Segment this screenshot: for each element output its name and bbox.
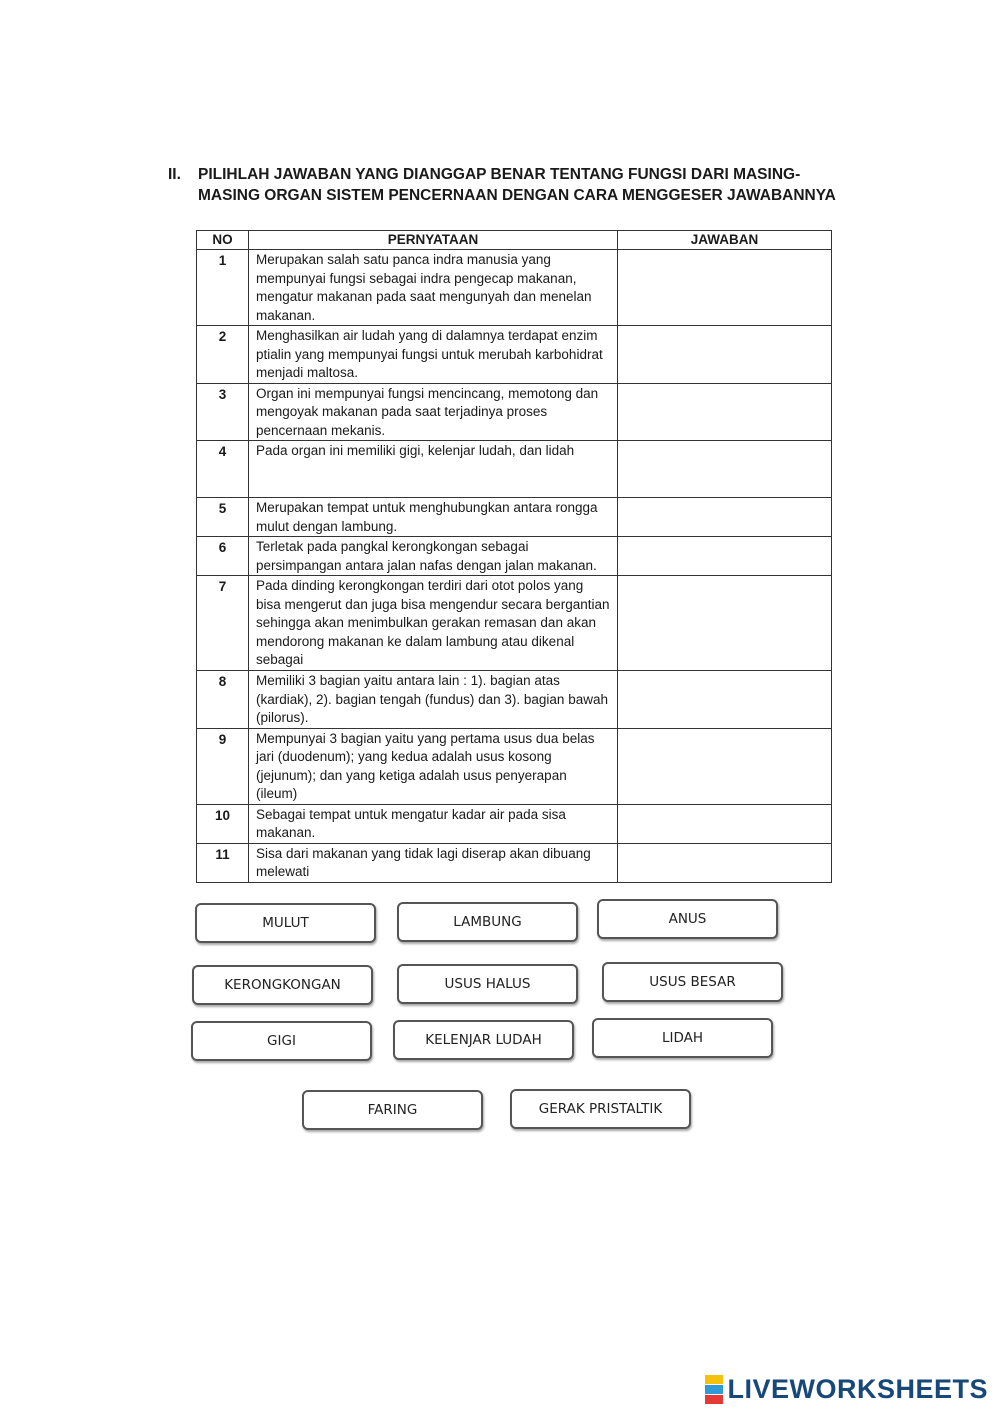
answer-chip-gigi[interactable]: GIGI (191, 1021, 372, 1061)
header-answer: JAWABAN (618, 231, 832, 250)
table-row (197, 441, 832, 498)
answer-chip-mulut[interactable]: MULUT (195, 903, 376, 943)
answer-drop-zone[interactable] (618, 843, 832, 882)
answer-drop-zone[interactable] (618, 250, 832, 326)
brand-mark-yellow (705, 1375, 723, 1384)
row-number: 11 (197, 843, 249, 882)
question-table (196, 230, 832, 883)
row-number: 2 (197, 326, 249, 384)
brand-mark-red (705, 1395, 723, 1404)
answer-chip-kerongkongan[interactable]: KERONGKONGAN (192, 965, 373, 1005)
table-row (197, 383, 832, 441)
header-no: NO (197, 231, 249, 250)
row-number: 6 (197, 537, 249, 576)
section-title: PILIHLAH JAWABAN YANG DIANGGAP BENAR TENTANG FUNGSI DARI MASING-MASING ORGAN SISTEM PENCERNAAN DENGAN CARA MENGGESER JAWABANNYA (198, 166, 836, 204)
answer-drop-zone[interactable] (618, 576, 832, 671)
row-statement: Menghasilkan air ludah yang di dalamnya terdapat enzim ptialin yang mempunyai fungsi untuk merubah karbohidrat menjadi maltosa. (249, 326, 618, 384)
row-number: 3 (197, 383, 249, 441)
answer-chip-anus[interactable]: ANUS (597, 899, 778, 939)
answer-chip-faring[interactable]: FARING (302, 1090, 483, 1130)
table-header-row (197, 231, 832, 250)
table-row (197, 326, 832, 384)
answer-drop-zone[interactable] (618, 728, 832, 804)
table-row (197, 843, 832, 882)
row-number: 10 (197, 804, 249, 843)
brand-mark-blue (705, 1385, 723, 1394)
row-statement: Sebagai tempat untuk mengatur kadar air pada sisa makanan. (249, 804, 618, 843)
row-statement: Pada dinding kerongkongan terdiri dari otot polos yang bisa mengerut dan juga bisa mengendur secara bergantian sehingga akan menimbulkan gerakan remasan dan akan mendorong makanan ke dalam lambung atau dikenal sebagai (249, 576, 618, 671)
answer-chip-lambung[interactable]: LAMBUNG (397, 902, 578, 942)
row-statement: Sisa dari makanan yang tidak lagi diserap akan dibuang melewati (249, 843, 618, 882)
answer-drop-zone[interactable] (618, 537, 832, 576)
table-row (197, 537, 832, 576)
row-statement: Mempunyai 3 bagian yaitu yang pertama usus dua belas jari (duodenum); yang kedua adalah usus kosong (jejunum); dan yang ketiga adalah usus penyerapan (ileum) (249, 728, 618, 804)
answer-chip-usus-halus[interactable]: USUS HALUS (397, 964, 578, 1004)
row-statement: Terletak pada pangkal kerongkongan sebagai persimpangan antara jalan nafas dengan jalan makanan. (249, 537, 618, 576)
table-row (197, 671, 832, 729)
answer-chip-lidah[interactable]: LIDAH (592, 1018, 773, 1058)
row-statement: Memiliki 3 bagian yaitu antara lain : 1). bagian atas (kardiak), 2). bagian tengah (fundus) dan 3). bagian bawah (pilorus). (249, 671, 618, 729)
answer-drop-zone[interactable] (618, 441, 832, 498)
row-statement: Merupakan tempat untuk menghubungkan antara rongga mulut dengan lambung. (249, 498, 618, 537)
table-row (197, 728, 832, 804)
answer-drop-zone[interactable] (618, 671, 832, 729)
row-number: 4 (197, 441, 249, 498)
header-statement: PERNYATAAN (249, 231, 618, 250)
answer-drop-zone[interactable] (618, 804, 832, 843)
table-row (197, 804, 832, 843)
answer-chip-gerak-pristaltik[interactable]: GERAK PRISTALTIK (510, 1089, 691, 1129)
row-number: 5 (197, 498, 249, 537)
table-row (197, 576, 832, 671)
row-number: 8 (197, 671, 249, 729)
answer-drop-zone[interactable] (618, 326, 832, 384)
answer-chip-kelenjar-ludah[interactable]: KELENJAR LUDAH (393, 1020, 574, 1060)
row-statement: Pada organ ini memiliki gigi, kelenjar ludah, dan lidah (249, 441, 618, 498)
row-number: 9 (197, 728, 249, 804)
section-heading (168, 164, 848, 206)
answer-drop-zone[interactable] (618, 383, 832, 441)
row-statement: Merupakan salah satu panca indra manusia yang mempunyai fungsi sebagai indra pengecap makanan, mengatur makanan pada saat mengunyah dan menelan makanan. (249, 250, 618, 326)
brand-mark-icon (705, 1374, 723, 1404)
row-statement: Organ ini mempunyai fungsi mencincang, memotong dan mengoyak makanan pada saat terjadinya proses pencernaan mekanis. (249, 383, 618, 441)
brand-name: LIVEWORKSHEETS (727, 1373, 988, 1404)
row-number: 7 (197, 576, 249, 671)
brand-logo (705, 1374, 988, 1404)
section-number: II. (168, 166, 181, 183)
answer-chip-usus-besar[interactable]: USUS BESAR (602, 962, 783, 1002)
answer-drop-zone[interactable] (618, 498, 832, 537)
table-row (197, 250, 832, 326)
row-number: 1 (197, 250, 249, 326)
table-row (197, 498, 832, 537)
